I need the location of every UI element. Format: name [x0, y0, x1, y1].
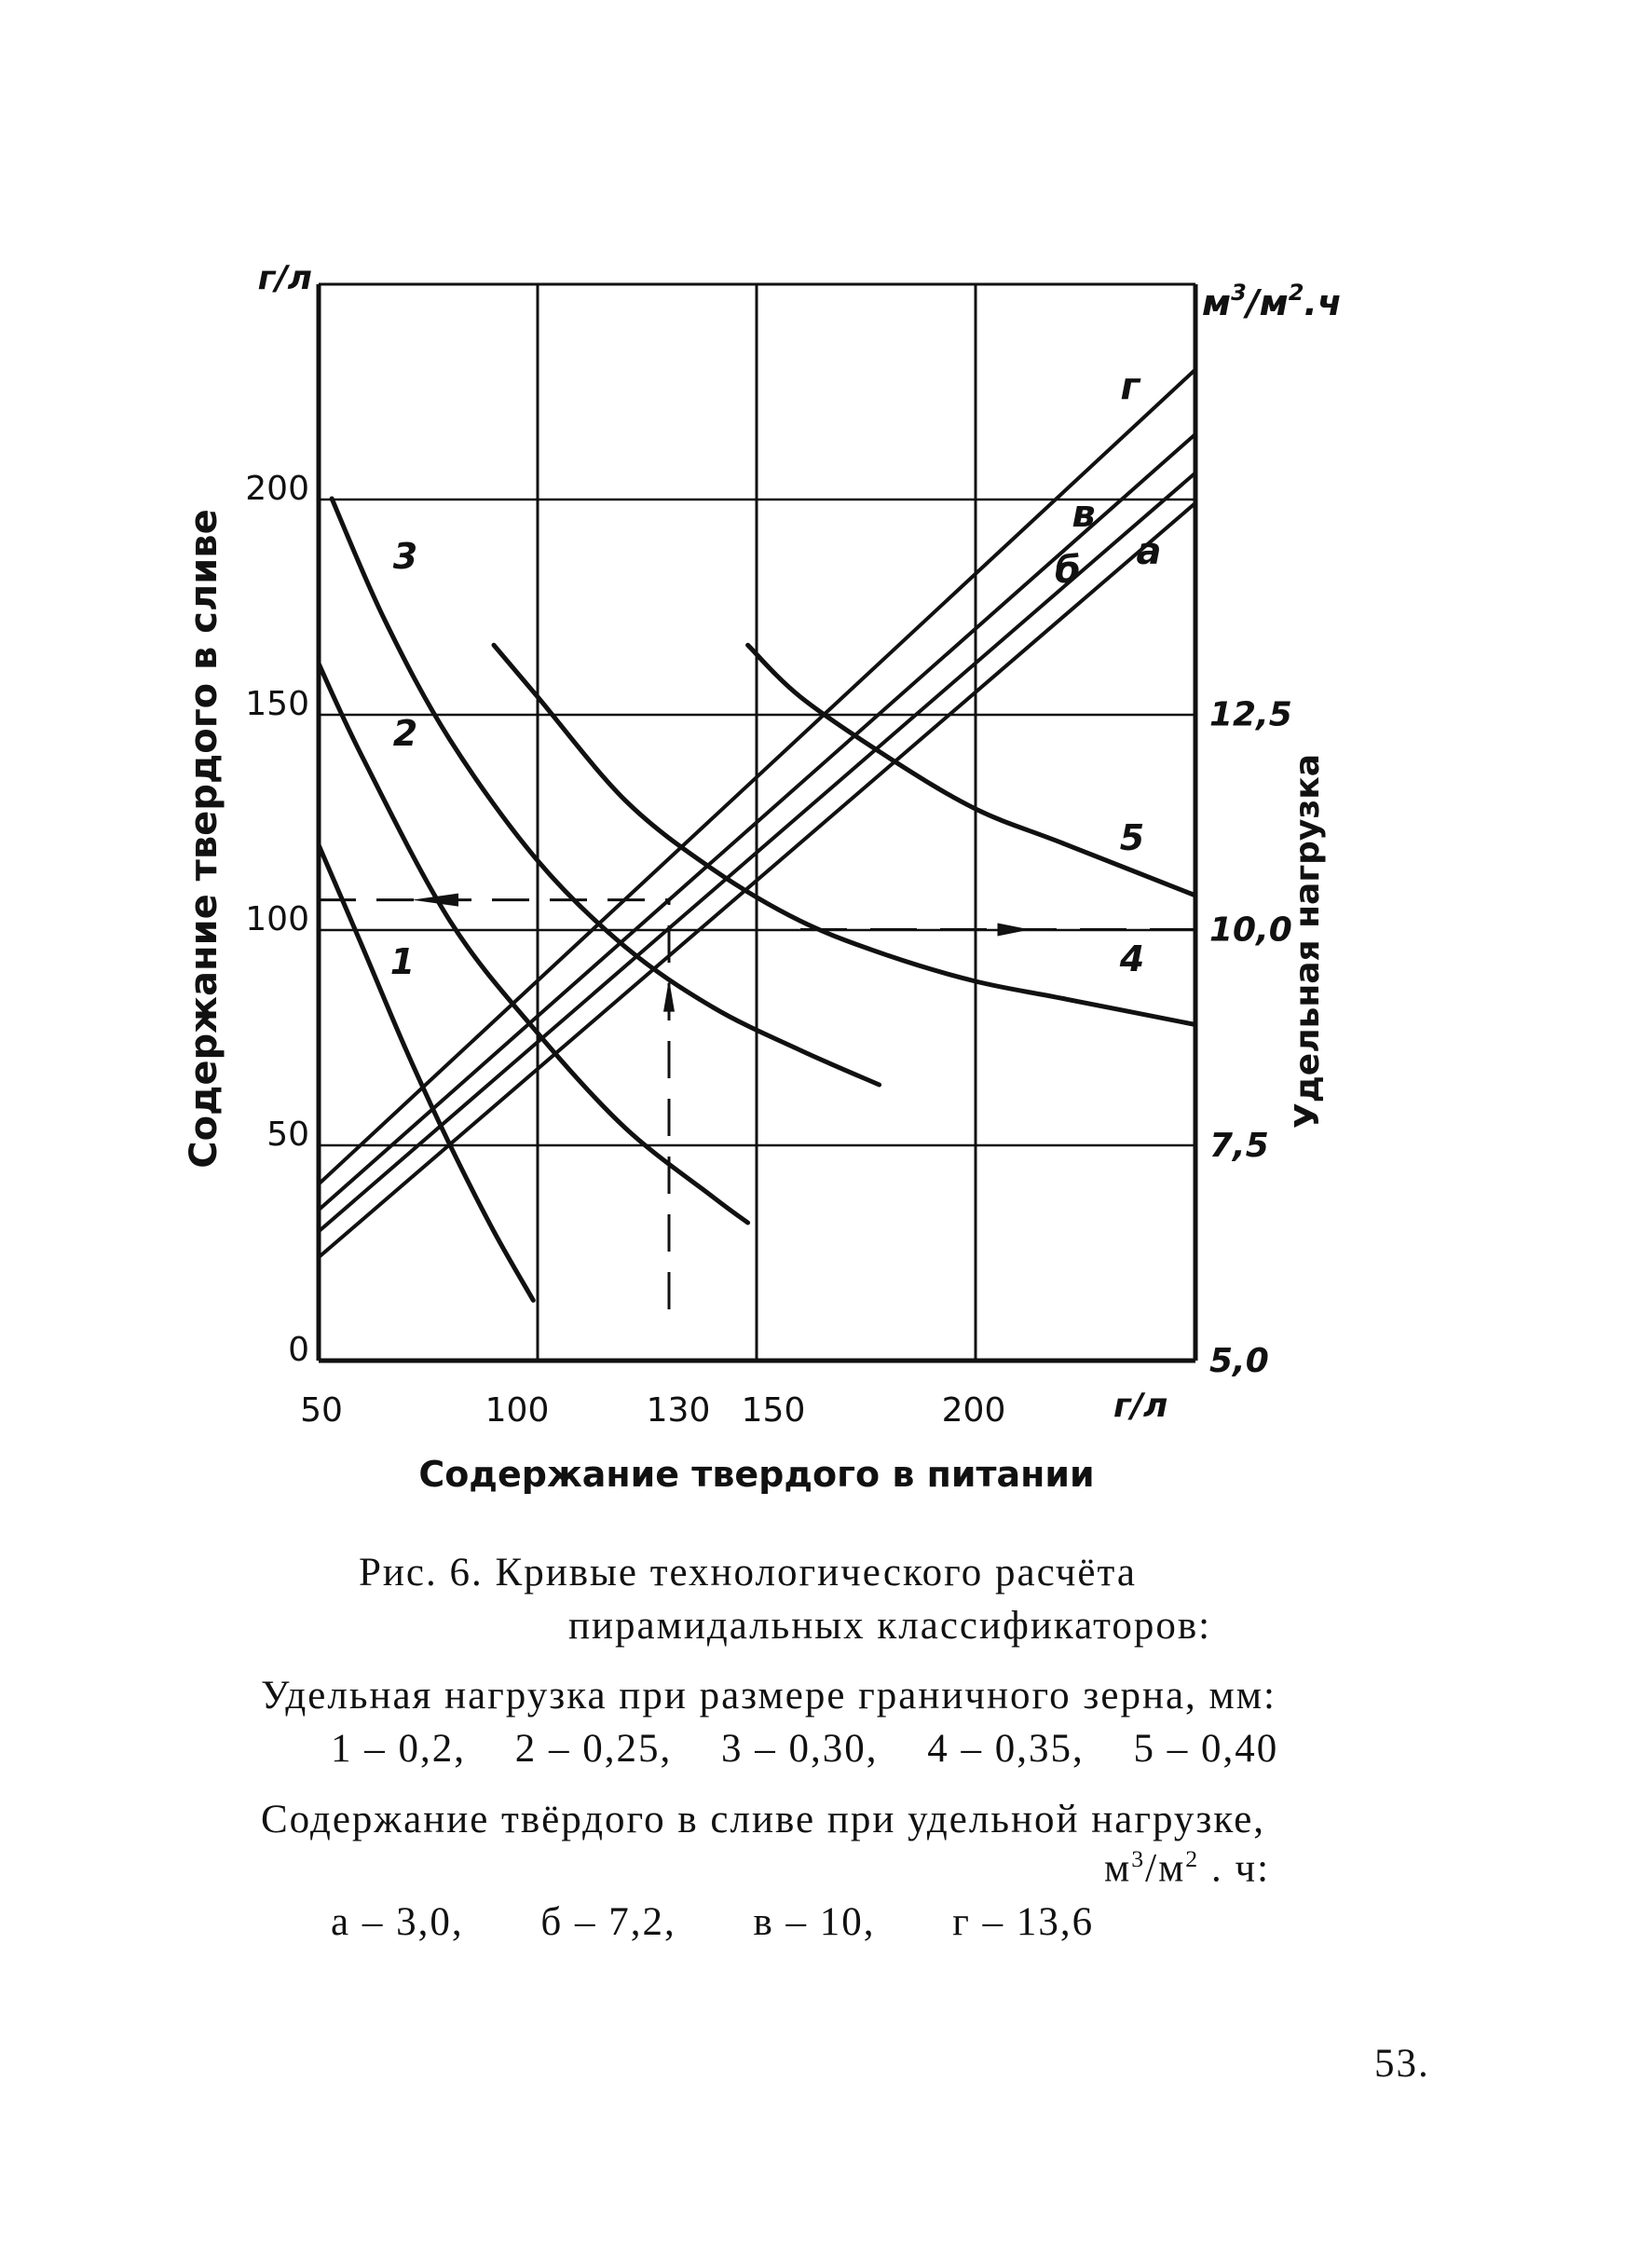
series-label-1: 1 — [389, 941, 416, 982]
caption-title-cont: пирамидальных классификаторов: — [568, 1604, 1212, 1648]
legend-v: в – 10, — [753, 1900, 876, 1944]
load-curve-3 — [332, 499, 880, 1085]
x-tick-label: 50 — [300, 1391, 343, 1430]
caption-unit-exp2: 2 — [1185, 1845, 1200, 1872]
series-label-в: в — [1072, 493, 1096, 536]
y-left-tick-label: 0 — [288, 1331, 309, 1369]
caption-unit — [1104, 1845, 1270, 1891]
y-right-unit-end: .ч — [1304, 282, 1342, 323]
legend-5: 5 – 0,40 — [1133, 1727, 1279, 1771]
caption-unit-base: м — [1104, 1846, 1132, 1891]
page-number: 53. — [1374, 2042, 1430, 2086]
caption-overflow-values — [331, 1899, 1094, 1945]
load-curve-4 — [494, 645, 1195, 1024]
caption-unit-exp1: 3 — [1131, 1845, 1146, 1872]
legend-4: 4 – 0,35, — [927, 1727, 1085, 1771]
x-tick-label: 200 — [941, 1391, 1006, 1430]
x-axis-label: Содержание твердого в питании — [418, 1454, 1095, 1495]
caption-overflow-heading: Содержание твёрдого в сливе при удельной нагрузке, — [261, 1798, 1266, 1841]
arrow-right-icon — [998, 924, 1031, 937]
y-right-unit-mid: /м — [1246, 282, 1289, 323]
y-left-unit: г/л — [257, 259, 312, 297]
series-label-г: г — [1120, 365, 1140, 408]
series-label-5: 5 — [1119, 817, 1145, 858]
caption-unit-mid: /м — [1145, 1846, 1186, 1891]
y-right-tick-label: 12,5 — [1209, 695, 1292, 734]
series-label-2: 2 — [392, 713, 418, 754]
x-tick-label: 130 — [646, 1391, 711, 1430]
caption-load-heading: Удельная нагрузка при размере граничного зерна, мм: — [261, 1674, 1277, 1718]
y-right-unit-base: м — [1202, 282, 1232, 323]
chart-series — [314, 370, 1195, 1300]
series-label-3: 3 — [392, 536, 418, 577]
legend-a: а – 3,0, — [331, 1900, 464, 1944]
legend-3: 3 – 0,30, — [721, 1727, 879, 1771]
legend-1: 1 – 0,2, — [331, 1727, 466, 1771]
caption-load-values — [331, 1726, 1278, 1772]
legend-g: г – 13,6 — [952, 1900, 1095, 1944]
y-right-unit-exp2: 2 — [1288, 280, 1304, 306]
y-right-tick-label: 5,0 — [1209, 1342, 1269, 1380]
y-left-axis-label: Содержание твердого в сливе — [183, 509, 225, 1169]
x-tick-label: 150 — [741, 1391, 806, 1430]
y-right-tick-label: 7,5 — [1209, 1126, 1269, 1165]
caption-title: Рис. 6. Кривые технологического расчёта — [359, 1551, 1137, 1595]
y-left-tick-label: 200 — [245, 470, 309, 508]
y-right-unit — [1202, 280, 1342, 323]
y-left-tick-label: 100 — [245, 900, 309, 938]
x-tick-label: 100 — [485, 1391, 550, 1430]
y-left-tick-label: 150 — [245, 685, 309, 723]
x-axis-unit: г/л — [1113, 1387, 1168, 1425]
series-label-б: б — [1055, 549, 1081, 592]
legend-2: 2 – 0,25, — [514, 1727, 673, 1771]
y-left-tick-label: 50 — [266, 1116, 309, 1154]
series-label-а: а — [1136, 530, 1162, 573]
legend-b: б – 7,2, — [540, 1900, 676, 1944]
load-curve-2 — [314, 654, 747, 1224]
y-right-tick-label: 10,0 — [1209, 910, 1292, 950]
y-right-axis-label: Удельная нагрузка — [1289, 753, 1327, 1129]
series-label-4: 4 — [1119, 938, 1145, 979]
caption-unit-end: . ч: — [1199, 1846, 1271, 1891]
y-right-unit-exp1: 3 — [1231, 280, 1247, 306]
